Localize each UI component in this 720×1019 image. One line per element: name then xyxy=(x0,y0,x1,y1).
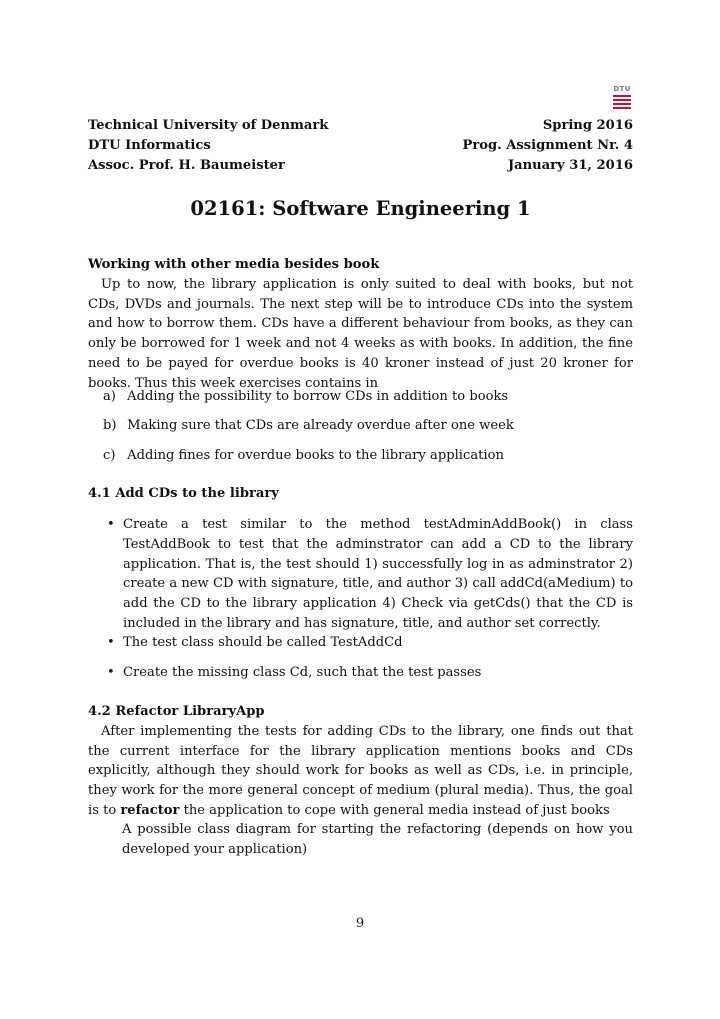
enum-item xyxy=(103,416,633,436)
section-media xyxy=(88,255,633,394)
list-item-text: Create a test similar to the method testAdminAddBook() in class TestAddBook to test that the adminstrator can add a CD to the library application. That is, the test should 1) successfully log in as adminstrator 2) create a new CD with signature, title, and author 3) call addCd(aMedium) to add the CD to the library application 4) Check via getCds() that the CD is included in the library and has signature, title, and author set correctly. xyxy=(123,517,633,631)
enum-item xyxy=(103,446,633,466)
section-media-paragraph: Up to now, the library application is only suited to deal with books, but not CDs, DVDs and journals. The next step will be to introduce CDs into the system and how to borrow them. CDs have a different behaviour from books, as they can only be borrowed for 1 week and not 4 weeks as with books. In addition, the fine need to be payed for overdue books is 40 kroner instead of just 20 kroner for books. Thus this week exercises contains in xyxy=(88,276,633,391)
list-item-text: Create the missing class Cd, such that the test passes xyxy=(123,665,482,680)
bullet-list xyxy=(104,515,633,634)
dtu-logo-text: DTU xyxy=(613,85,631,93)
page-title: 02161: Software Engineering 1 xyxy=(190,197,531,220)
section-4-2-heading: 4.2 Refactor LibraryApp xyxy=(88,704,265,719)
enum-item xyxy=(103,387,633,407)
list-item-text: The test class should be called TestAddCd xyxy=(123,635,403,650)
header-department: DTU Informatics xyxy=(88,138,211,153)
section-4-2 xyxy=(88,702,633,821)
list-item xyxy=(104,663,633,683)
enum-text: Making sure that CDs are already overdue after one week xyxy=(127,418,514,433)
page-number: 9 xyxy=(355,916,365,931)
header-author: Assoc. Prof. H. Baumeister xyxy=(88,158,285,173)
header-university: Technical University of Denmark xyxy=(88,118,329,133)
bullet-list xyxy=(104,663,633,683)
section-4-1-heading: 4.1 Add CDs to the library xyxy=(88,486,279,501)
list-item xyxy=(104,515,633,634)
enum-label: b) xyxy=(103,418,117,433)
document-header xyxy=(88,116,633,176)
list-item xyxy=(104,633,633,653)
bullet-list xyxy=(104,633,633,653)
header-date: January 31, 2016 xyxy=(507,158,633,173)
dtu-logo xyxy=(611,86,633,112)
refactor-keyword: refactor xyxy=(120,802,180,818)
bullet-icon: • xyxy=(107,635,115,650)
bullet-icon: • xyxy=(107,665,115,680)
dtu-logo-bars xyxy=(613,95,631,111)
enum-text: Adding the possibility to borrow CDs in addition to books xyxy=(127,389,509,404)
enum-label: a) xyxy=(103,389,116,404)
diagram-note: A possible class diagram for starting the refactoring (depends on how you developed your application) xyxy=(122,822,633,857)
section-media-heading: Working with other media besides book xyxy=(88,257,380,272)
enum-label: c) xyxy=(103,448,116,463)
header-assignment: Prog. Assignment Nr. 4 xyxy=(462,138,633,153)
header-term: Spring 2016 xyxy=(542,118,633,133)
bullet-icon: • xyxy=(107,517,115,532)
section-4-2-paragraph: After implementing the tests for adding CDs to the library, one finds out that the current interface for the library application mentions books and CDs explicitly, although they should work for books as well as CDs, i.e. in principle, they work for the more general concept of medium (plural media). Thus, the goal is to refactor the application to cope with general media instead of just books xyxy=(88,723,633,818)
section-4-1-heading-block xyxy=(88,484,633,504)
enum-text: Adding fines for overdue books to the library application xyxy=(127,448,504,463)
